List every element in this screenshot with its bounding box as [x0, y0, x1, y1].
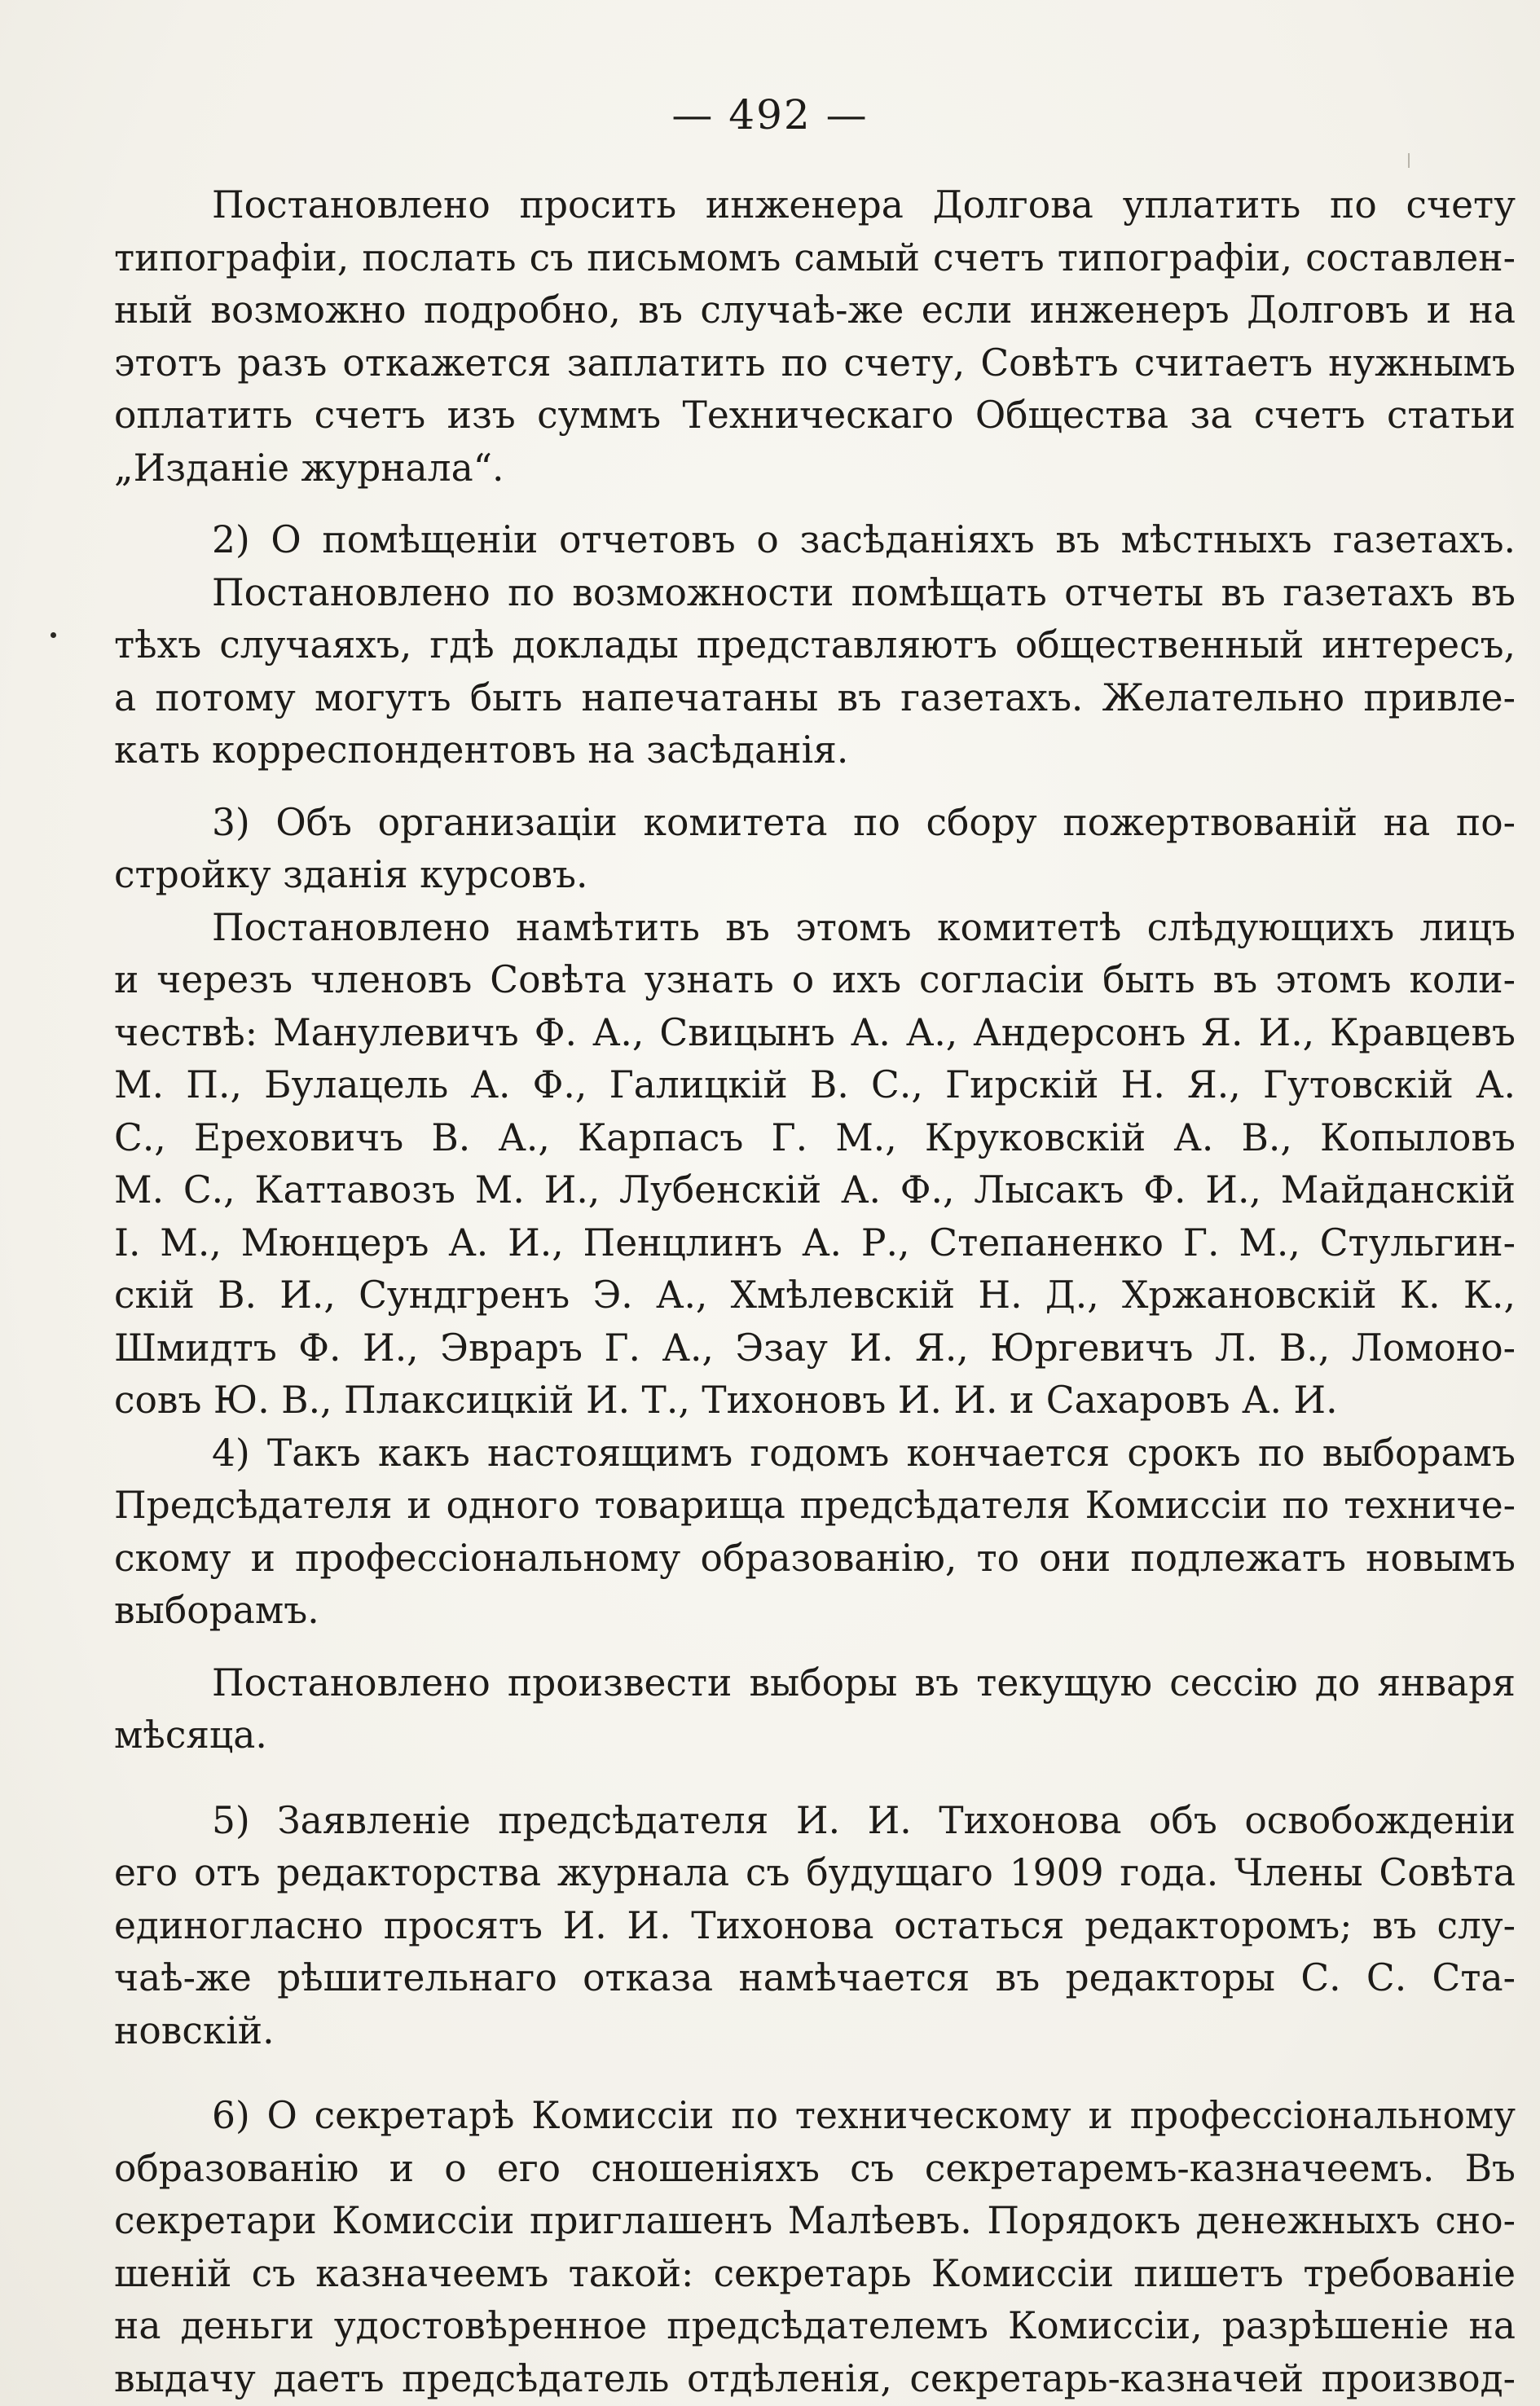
section-heading: 4) Такъ какъ настоящимъ годомъ кончается срокъ по выборамъ [212, 1431, 1516, 1475]
text-line: этотъ разъ откажется заплатить по счету, Совѣтъ считаетъ нужнымъ [114, 341, 1516, 385]
text-line: „Изданіе журнала“. [114, 446, 504, 490]
text-line: выборамъ. [114, 1589, 319, 1632]
text-line: скому и профессіональному образованію, то они подлежатъ новымъ [114, 1536, 1516, 1580]
margin-dot [51, 632, 56, 638]
text-line: шеній съ казначеемъ такой: секретарь Комиссіи пишетъ требованіе [114, 2251, 1516, 2295]
text-line: единогласно просятъ И. И. Тихонова остаться редакторомъ; въ слу- [114, 1903, 1516, 1947]
text-line: С., Ереховичъ В. А., Карпасъ Г. М., Круковскій А. В., Копыловъ [114, 1115, 1516, 1159]
text-line: Шмидтъ Ф. И., Эвраръ Г. А., Эзау И. Я., Юргевичъ Л. В., Ломоно- [114, 1326, 1516, 1370]
text-line: стройку зданія курсовъ. [114, 853, 588, 896]
section-heading: 3) Объ организаціи комитета по сбору пожертвованій на по- [212, 800, 1516, 844]
text-line: Предсѣдателя и одного товарища предсѣдателя Комиссіи по техниче- [114, 1484, 1516, 1527]
section-heading: 2) О помѣщеніи отчетовъ о засѣданіяхъ въ мѣстныхъ газетахъ. [212, 518, 1516, 561]
text-line: Постановлено по возможности помѣщать отчеты въ газетахъ въ [212, 570, 1516, 614]
text-line: его отъ редакторства журнала съ будущаго 1909 года. Члены Совѣта [114, 1851, 1516, 1894]
text-line: типографіи, послать съ письмомъ самый счетъ типографіи, составлен- [114, 235, 1516, 279]
section-heading: 5) Заявленіе предсѣдателя И. И. Тихонова объ освобожденіи [212, 1798, 1516, 1842]
text-line: на деньги удостовѣренное предсѣдателемъ Комиссіи, разрѣшеніе на [114, 2304, 1516, 2347]
text-line: новскій. [114, 2008, 275, 2052]
text-line: чаѣ-же рѣшительнаго отказа намѣчается въ редакторы С. С. Ста- [114, 1956, 1516, 1999]
text-line: оплатить счетъ изъ суммъ Техническаго Общества за счетъ статьи [114, 394, 1516, 437]
section-heading: 6) О секретарѣ Комиссіи по техническому и профессіональному [212, 2094, 1516, 2137]
text-line: чествѣ: Манулевичъ Ф. А., Свицынъ А. А., Андерсонъ Я. И., Кравцевъ [114, 1010, 1516, 1054]
text-line: Постановлено намѣтить въ этомъ комитетѣ слѣдующихъ лицъ [212, 905, 1516, 949]
text-line: скій В. И., Сундгренъ Э. А., Хмѣлевскій Н. Д., Хржановскій К. К., [114, 1273, 1516, 1317]
text-line: Постановлено произвести выборы въ текущую сессію до января [212, 1660, 1516, 1704]
margin-mark [1408, 153, 1410, 168]
text-line: М. С., Каттавозъ М. И., Лубенскій А. Ф., Лысакъ Ф. И., Майданскій [114, 1168, 1516, 1212]
page-number: — 492 — [671, 91, 869, 139]
text-line: мѣсяца. [114, 1713, 267, 1757]
text-line: и черезъ членовъ Совѣта узнать о ихъ согласіи быть въ этомъ коли- [114, 958, 1516, 1001]
text-line: совъ Ю. В., Плаксицкій И. Т., Тихоновъ И. И. и Сахаровъ А. И. [114, 1379, 1338, 1422]
text-line: а потому могутъ быть напечатаны въ газетахъ. Желательно привле- [114, 675, 1516, 719]
text-line: І. М., Мюнцеръ А. И., Пенцлинъ А. Р., Степаненко Г. М., Стульгин- [114, 1221, 1516, 1265]
text-line: выдачу даетъ предсѣдатель отдѣленія, секретарь-казначей производ- [114, 2356, 1516, 2400]
text-line: образованію и о его сношеніяхъ съ секретаремъ-казначеемъ. Въ [114, 2146, 1516, 2190]
text-line: секретари Комиссіи приглашенъ Малѣевъ. Порядокъ денежныхъ сно- [114, 2199, 1516, 2242]
body-text [114, 179, 1516, 2405]
text-line: ный возможно подробно, въ случаѣ-же если инженеръ Долговъ и на [114, 288, 1516, 332]
text-line: кать корреспондентовъ на засѣданія. [114, 728, 849, 772]
text-line: Постановлено просить инженера Долгова уплатить по счету [212, 183, 1516, 227]
text-line: тѣхъ случаяхъ, гдѣ доклады представляютъ общественный интересъ, [114, 623, 1516, 666]
text-line: М. П., Булацель А. Ф., Галицкій В. С., Гирскій Н. Я., Гутовскій А. [114, 1063, 1516, 1106]
